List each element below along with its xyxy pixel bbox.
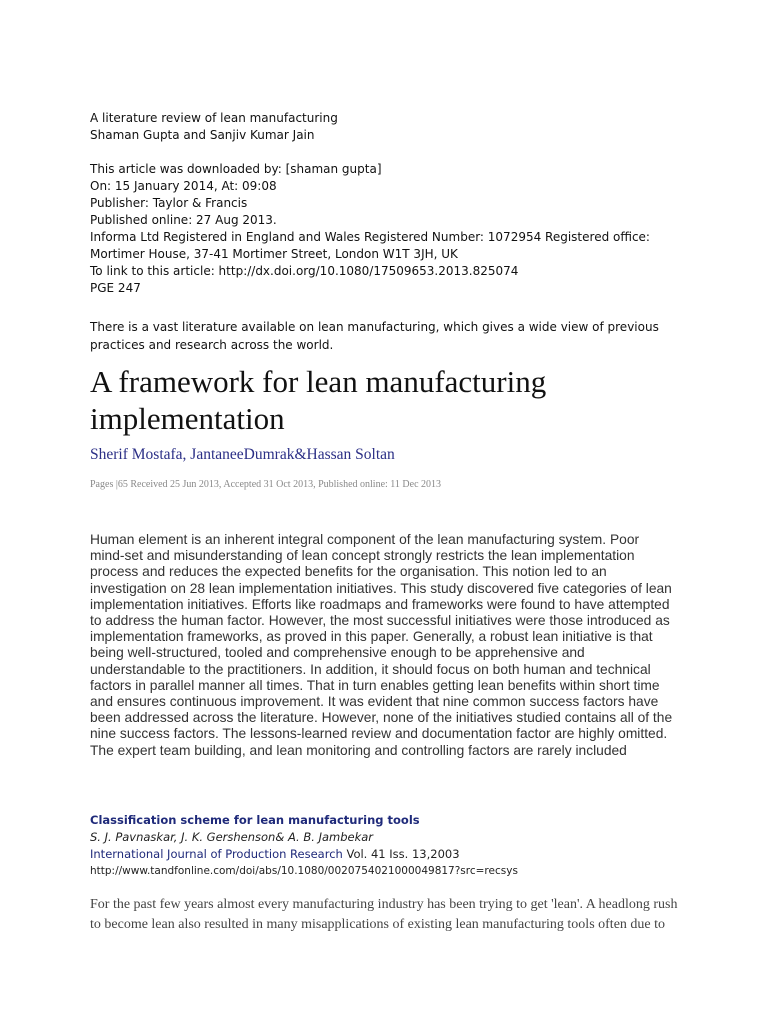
abstract-line: mind-set and misunderstanding of lean concept strongly restricts the lean implementation: [90, 548, 635, 564]
classification-journal: [90, 846, 690, 863]
abstract-line: The expert team building, and lean monitoring and controlling factors are rarely included: [90, 742, 627, 758]
abstract-line: Human element is an inherent integral component of the lean manufacturing system. Poor: [90, 532, 640, 547]
journal-name[interactable]: International Journal of Production Research: [90, 847, 343, 861]
abstract-line: being well-structured, tooled and comprehensive enough to be apprehensive and: [90, 645, 585, 661]
framework-title: A framework for lean manufacturing implementation: [90, 364, 547, 436]
page-number: PGE 247: [90, 281, 141, 295]
intro-paragraph: There is a vast literature available on lean manufacturing, which gives a wide view of previous practices and research across the world.: [90, 320, 659, 352]
article-authors: Shaman Gupta and Sanjiv Kumar Jain: [90, 128, 315, 142]
abstract-line: understandable to the practitioners. In addition, it should focus on both human and technical: [90, 661, 651, 677]
article-link[interactable]: To link to this article: http://dx.doi.org/10.1080/17509653.2013.825074: [90, 264, 519, 278]
framework-meta: Pages |65 Received 25 Jun 2013, Accepted 31 Oct 2013, Published online: 11 Dec 2013: [90, 479, 442, 490]
journal-volume: Vol. 41 Iss. 13,2003: [342, 847, 460, 861]
classification-authors: S. J. Pavnaskar, J. K. Gershenson& A. B. Jambekar: [90, 830, 374, 844]
abstract-line: and ensures continuous improvement. It was evident that nine common success factors have: [90, 694, 659, 710]
abstract-line: investigation on 28 lean implementation initiatives. This study discovered five categories of lean: [90, 580, 672, 596]
closing-line: to become lean also resulted in many misapplications of existing lean manufacturing tools often due to: [90, 917, 666, 932]
framework-abstract: [90, 532, 680, 759]
abstract-line: process and reduces the expected benefits for the organisation. This notion led to an: [90, 564, 607, 580]
classification-title[interactable]: Classification scheme for lean manufacturing tools: [90, 813, 420, 827]
abstract-line: nine success factors. The lessons-learned review and documentation factor are highly omitted.: [90, 726, 668, 742]
framework-authors[interactable]: Sherif Mostafa, JantaneeDumrak&Hassan Soltan: [90, 446, 395, 463]
abstract-line: implementation frameworks, as proved in this paper. Generally, a robust lean initiative is that: [90, 629, 653, 645]
abstract-line: factors in parallel manner all times. That in turn enables getting lean benefits within short time: [90, 677, 660, 693]
downloaded-by: This article was downloaded by: [shaman gupta]: [90, 162, 382, 176]
closing-line: For the past few years almost every manufacturing industry has been trying to get 'lean'. A headlong rush: [90, 897, 678, 912]
closing-paragraph: [90, 895, 690, 935]
download-date: On: 15 January 2014, At: 09:08: [90, 179, 277, 193]
informa-registration: Informa Ltd Registered in England and Wales Registered Number: 1072954 Registered office: Mortimer House, 37-41 Mortimer Street, London W1T 3JH, UK: [90, 230, 650, 261]
article-title: A literature review of lean manufacturing: [90, 111, 338, 125]
abstract-line: implementation initiatives. Efforts like roadmaps and frameworks were found to have attempted: [90, 596, 670, 612]
abstract-line: been addressed across the literature. However, none of the initiatives studied contains all of the: [90, 710, 673, 726]
article-info-block: [90, 110, 680, 297]
publisher: Publisher: Taylor & Francis: [90, 196, 248, 210]
classification-url[interactable]: http://www.tandfonline.com/doi/abs/10.1080/0020754021000049817?src=recsys: [90, 865, 518, 877]
abstract-line: to address the human factor. However, the most successful initiatives were those introduced as: [90, 613, 670, 629]
classification-reference: [90, 812, 690, 880]
published-online: Published online: 27 Aug 2013.: [90, 213, 277, 227]
